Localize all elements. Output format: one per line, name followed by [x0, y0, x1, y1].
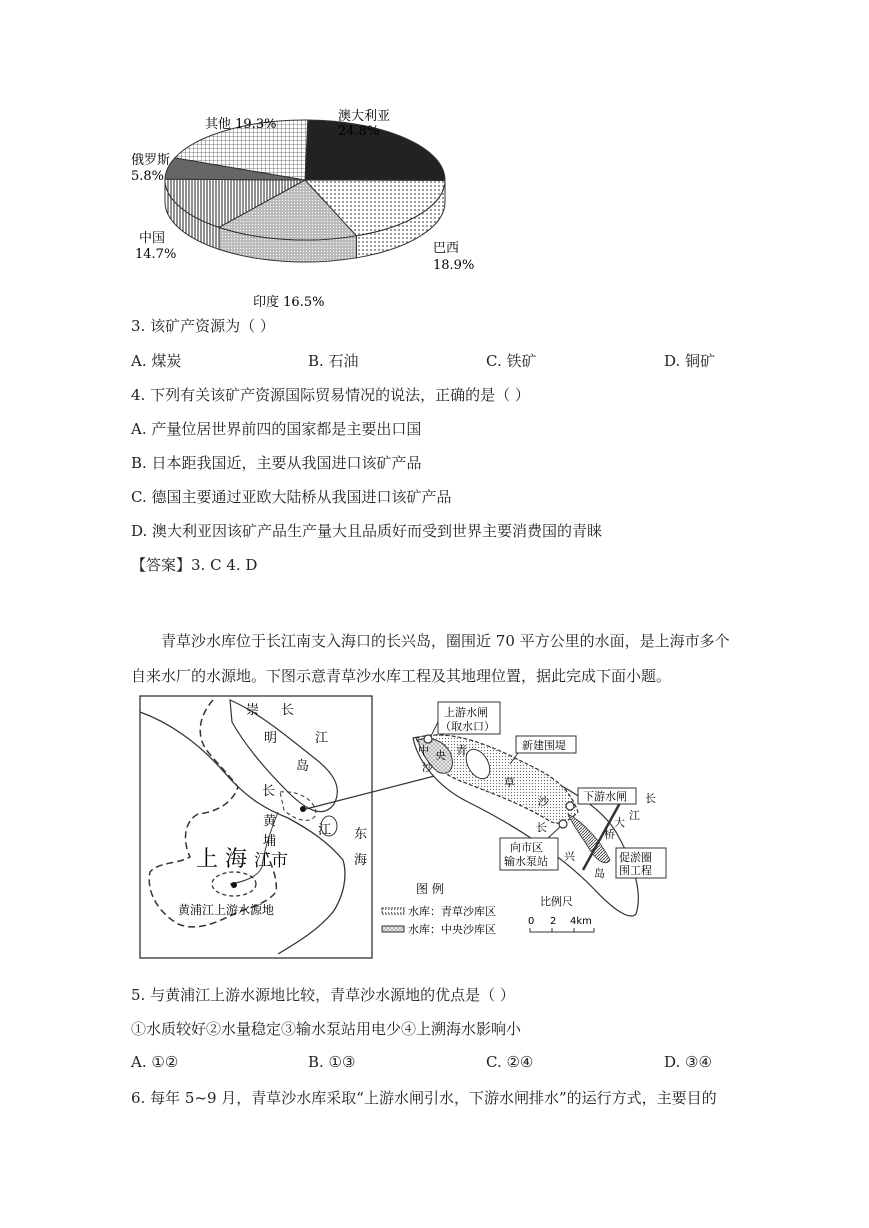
- pie-label-other: 其他 19.3%: [205, 117, 277, 132]
- huangpu-char-1: 黄: [263, 814, 277, 829]
- source-point: [231, 882, 237, 888]
- pie-label-india: 印度 16.5%: [253, 295, 325, 310]
- changjiang-top-2: 江: [315, 731, 329, 746]
- lower-gate-point: [566, 802, 574, 810]
- q4-option-a: A. 产量位居世界前四的国家都是主要出口国: [131, 420, 422, 438]
- q3-option-a: A. 煤炭: [131, 352, 182, 370]
- scale-tick-0: 0: [528, 916, 535, 927]
- donghai-char-1: 东: [354, 827, 368, 842]
- chongming-char-3: 岛: [296, 759, 310, 774]
- pie-label-china-name: 中国: [139, 231, 166, 246]
- q3-option-c: C. 铁矿: [486, 352, 537, 370]
- huangpu-char-2: 埔: [263, 834, 277, 849]
- bridge-char-2: 江: [629, 809, 640, 822]
- pie-label-russia-pct: 5.8%: [131, 169, 165, 184]
- jiangshi-label: 江市: [254, 851, 288, 871]
- legend-item-central: 水库：中央沙库区: [408, 923, 496, 936]
- q5-items: ①水质较好②水量稳定③输水泵站用电少④上溯海水影响小: [131, 1020, 522, 1038]
- pie-label-brazil-name: 巴西: [433, 241, 460, 256]
- pie-label-australia-name: 澳大利亚: [338, 109, 391, 124]
- q5-option-d: D. ③④: [664, 1053, 712, 1071]
- q6-stem: 6. 每年 5~9 月，青草沙水库采取“上游水闸引水，下游水闸排水”的运行方式，主要目的: [131, 1089, 717, 1107]
- chongming-char-1: 崇: [246, 703, 260, 718]
- chongming-char-2: 明: [264, 731, 278, 746]
- dao-char: 岛: [594, 867, 605, 880]
- pump-label-2: 输水泵站: [504, 855, 548, 868]
- central-sand-char-3: 沙: [422, 761, 433, 774]
- q3-stem: 3. 该矿产资源为（ ）: [131, 317, 275, 335]
- new-dike-label: 新建围堤: [522, 739, 566, 752]
- upper-gate-label-1: 上游水闸: [444, 706, 488, 719]
- q3-option-b: B. 石油: [308, 352, 359, 370]
- legend-swatch-central: [382, 926, 404, 932]
- changjiang-label-jiang: 江: [318, 823, 332, 838]
- silt-label-2: 围工程: [619, 864, 652, 877]
- upper-gate-leader: [431, 722, 438, 736]
- pump-label-1: 向市区: [510, 841, 543, 854]
- lower-gate-label: 下游水闸: [583, 790, 627, 803]
- cao-char: 草: [504, 776, 515, 789]
- bridge-char-1: 长: [645, 792, 656, 805]
- q5-option-c: C. ②④: [486, 1053, 534, 1071]
- pump-station-point: [559, 820, 567, 828]
- pie-chart: [125, 100, 485, 315]
- legend-swatch-qingcaosha: [382, 908, 404, 914]
- sha-char: 沙: [538, 795, 549, 808]
- intro-paragraph: 青草沙水库位于长江南支入海口的长兴岛，圈围近 70 平方公里的水面，是上海市多个自来水厂的水源地。下图示意青草沙水库工程及其地理位置，据此完成下面小题。: [131, 632, 730, 685]
- source-label: 黄浦江上游水源地: [178, 903, 275, 917]
- scale-bar: [530, 928, 594, 932]
- scale-tick-2: 2: [550, 916, 557, 927]
- answer-3-4: 【答案】3. C 4. D: [131, 556, 258, 574]
- changjiang-label-chang: 长: [262, 784, 276, 799]
- scale-tick-4: 4km: [570, 916, 592, 927]
- pie-label-australia-pct: 24.8%: [338, 124, 380, 139]
- qingcaosha-point: [300, 806, 306, 812]
- q3-option-d: D. 铜矿: [664, 352, 716, 370]
- q4-stem: 4. 下列有关该矿产资源国际贸易情况的说法，正确的是（ ）: [131, 386, 530, 404]
- pie-label-brazil-pct: 18.9%: [433, 258, 475, 273]
- xing-char: 兴: [564, 850, 575, 863]
- qing-char: 青: [456, 744, 467, 757]
- shanghai-label: 上 海: [196, 847, 247, 872]
- silt-label-1: 促淤圈: [619, 851, 652, 864]
- pie-label-russia-name: 俄罗斯: [131, 153, 171, 168]
- q5-stem: 5. 与黄浦江上游水源地比较，青草沙水源地的优点是（ ）: [131, 986, 515, 1004]
- changjiang-top-1: 长: [281, 703, 295, 718]
- legend-title: 图 例: [416, 882, 444, 896]
- legend-item-qingcaosha: 水库：青草沙库区: [408, 905, 496, 918]
- q4-option-d: D. 澳大利亚因该矿产品生产量大且品质好而受到世界主要消费国的青睐: [131, 522, 603, 540]
- central-sand-char-2: 央: [435, 749, 446, 762]
- upper-gate-label-2: （取水口）: [440, 720, 495, 733]
- q4-option-c: C. 德国主要通过亚欧大陆桥从我国进口该矿产品: [131, 488, 452, 506]
- donghai-char-2: 海: [354, 853, 368, 868]
- q5-option-a: A. ①②: [131, 1053, 179, 1071]
- reservoir-map: [138, 692, 668, 960]
- q5-option-b: B. ①③: [308, 1053, 356, 1071]
- chang-char: 长: [536, 821, 547, 834]
- upper-gate-point: [424, 735, 432, 743]
- pie-label-china-pct: 14.7%: [135, 247, 177, 262]
- central-sand-char-1: 中: [418, 744, 429, 757]
- bridge-char-4: 桥: [604, 828, 615, 841]
- q4-option-b: B. 日本距我国近，主要从我国进口该矿产品: [131, 454, 422, 472]
- scale-title: 比例尺: [540, 895, 573, 908]
- bridge-char-3: 大: [614, 816, 625, 829]
